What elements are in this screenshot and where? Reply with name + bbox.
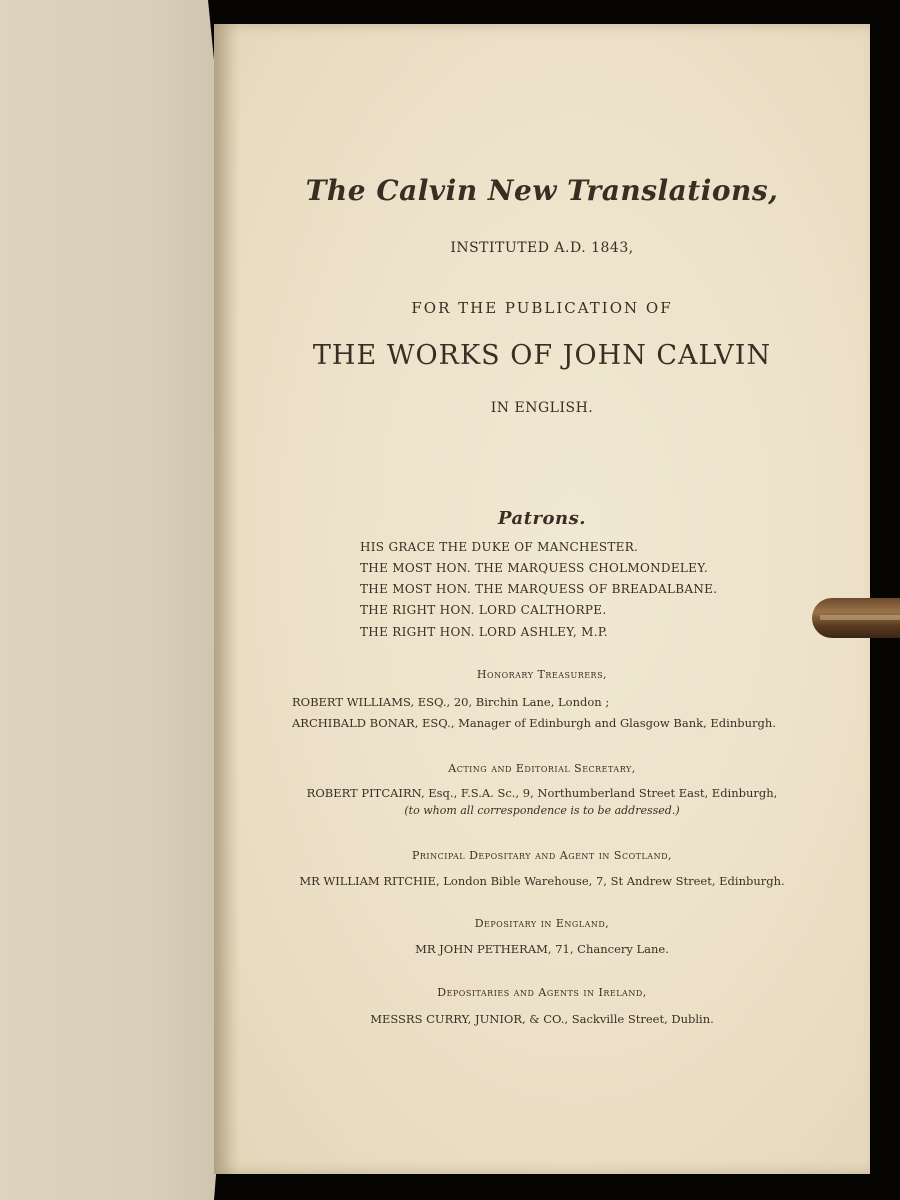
- left-blank-page: [0, 0, 222, 1200]
- in-english-line: IN ENGLISH.: [490, 400, 594, 416]
- bookmark-stripe: [820, 615, 900, 620]
- series-title: The Calvin New Translations,: [305, 174, 779, 207]
- for-publication-line: FOR THE PUBLICATION OF: [411, 299, 673, 317]
- patron-1: HIS GRACE THE DUKE OF MANCHESTER.: [360, 540, 639, 554]
- patron-5: THE RIGHT HON. LORD ASHLEY, M.P.: [360, 625, 608, 639]
- scotland-agent: MR WILLIAM RITCHIE, London Bible Warehouse, 7, St Andrew Street, Edinburgh.: [299, 874, 785, 888]
- scotland-heading: Principal Depositary and Agent in Scotland,: [412, 849, 672, 862]
- treasurers-heading: Honorary Treasurers,: [476, 668, 608, 681]
- treasurer-2: ARCHIBALD BONAR, ESQ., Manager of Edinburgh and Glasgow Bank, Edinburgh.: [292, 716, 776, 730]
- ireland-agent: MESSRS CURRY, JUNIOR, & CO., Sackville Street, Dublin.: [370, 1012, 714, 1026]
- title-page: [214, 24, 870, 1174]
- england-heading: Depositary in England,: [474, 917, 610, 930]
- leather-bookmark: [812, 598, 900, 638]
- patron-2: THE MOST HON. THE MARQUESS CHOLMONDELEY.: [360, 561, 709, 575]
- patron-4: THE RIGHT HON. LORD CALTHORPE.: [360, 603, 607, 617]
- ireland-heading: Depositaries and Agents in Ireland,: [437, 986, 647, 999]
- instituted-line: INSTITUTED A.D. 1843,: [450, 240, 634, 256]
- secretary: ROBERT PITCAIRN, Esq., F.S.A. Sc., 9, Northumberland Street East, Edinburgh,: [306, 786, 778, 800]
- main-title: THE WORKS OF JOHN CALVIN: [312, 340, 772, 371]
- secretary-heading: Acting and Editorial Secretary,: [448, 762, 636, 775]
- patron-3: THE MOST HON. THE MARQUESS OF BREADALBANE.: [360, 582, 718, 596]
- secretary-note: (to whom all correspondence is to be addressed.): [404, 804, 680, 817]
- treasurer-1: ROBERT WILLIAMS, ESQ., 20, Birchin Lane, London ;: [292, 695, 610, 709]
- england-agent: MR JOHN PETHERAM, 71, Chancery Lane.: [415, 942, 669, 956]
- patrons-heading: Patrons.: [497, 508, 586, 529]
